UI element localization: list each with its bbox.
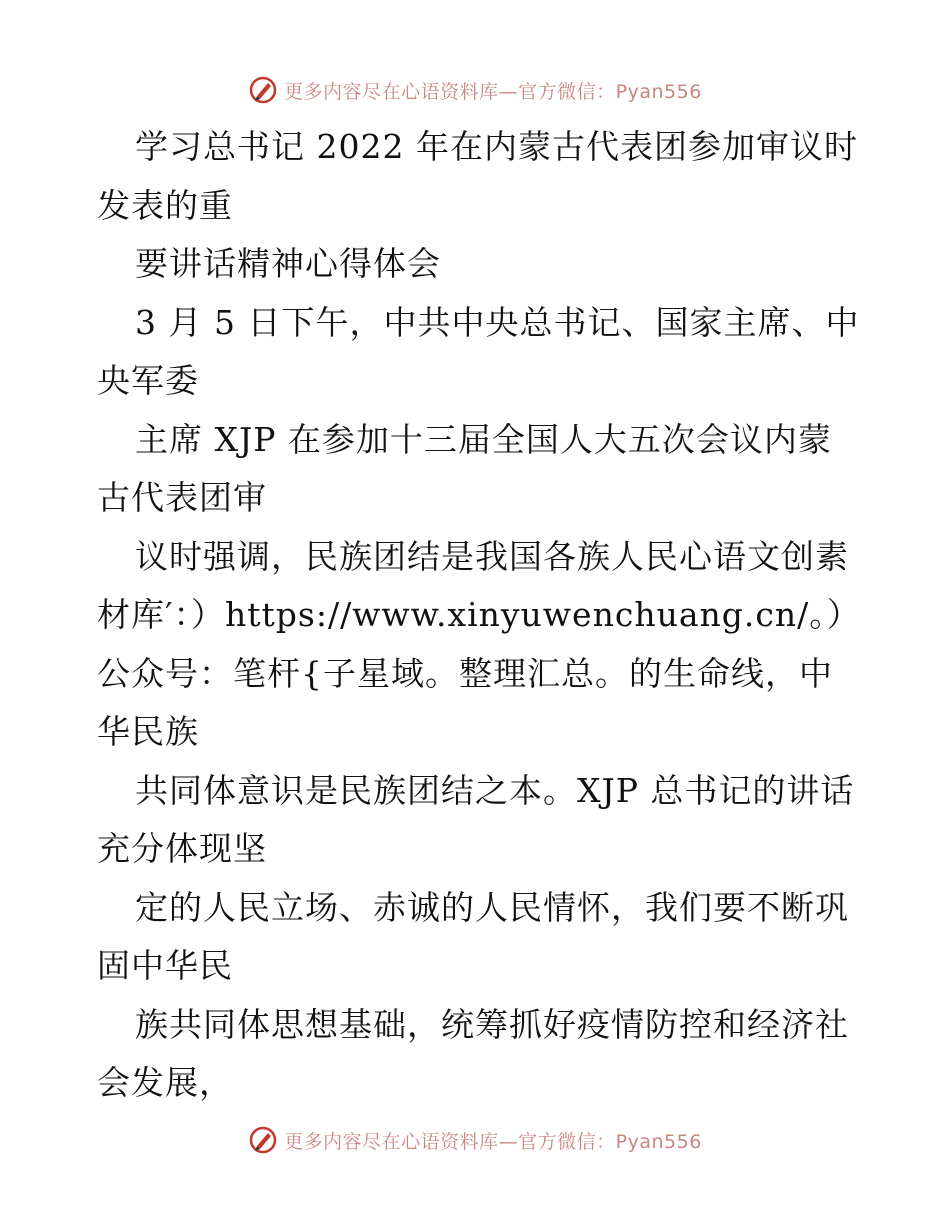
text-line: 学习总书记 2022 年在内蒙古代表团参加审议时 xyxy=(135,127,858,166)
text-line: 发表的重 xyxy=(97,185,233,225)
document-body xyxy=(97,118,861,1113)
pen-logo-icon xyxy=(248,1125,278,1155)
watermark-text: 更多内容尽在心语资料库—官方微信：Pyan556 xyxy=(284,1130,702,1153)
text-line: 充分体现坚 xyxy=(97,829,267,868)
text-line: 固中华民 xyxy=(97,946,233,985)
text-line: 华民族 xyxy=(97,712,199,751)
header-watermark xyxy=(0,70,950,110)
watermark-text: 更多内容尽在心语资料库—官方微信：Pyan556 xyxy=(284,80,702,103)
text-line: 议时强调，民族团结是我国各族人民心语文创素 xyxy=(135,536,849,576)
text-line: 公众号：笔杆{子星域。整理汇总。的生命线，中 xyxy=(97,653,833,693)
text-line: 主席 XJP 在参加十三届全国人大五次会议内蒙 xyxy=(135,419,832,459)
text-line: 定的人民立场、赤诚的人民情怀，我们要不断巩 xyxy=(135,887,849,927)
text-line: 要讲话精神心得体会 xyxy=(135,244,441,283)
text-line: 古代表团审 xyxy=(97,478,267,517)
text-line: 共同体意识是民族团结之本。XJP 总书记的讲话 xyxy=(135,770,855,810)
text-line: 族共同体思想基础，统筹抓好疫情防控和经济社 xyxy=(135,1004,849,1044)
text-line: 3 月 5 日下午，中共中央总书记、国家主席、中 xyxy=(135,302,860,342)
text-line: 材库′：）https://www.xinyuwenchuang.cn/。） xyxy=(97,595,861,634)
text-line: 会发展， xyxy=(97,1063,233,1102)
text-line: 央军委 xyxy=(97,361,199,400)
footer-watermark xyxy=(0,1120,950,1160)
pen-logo-icon xyxy=(248,75,278,105)
